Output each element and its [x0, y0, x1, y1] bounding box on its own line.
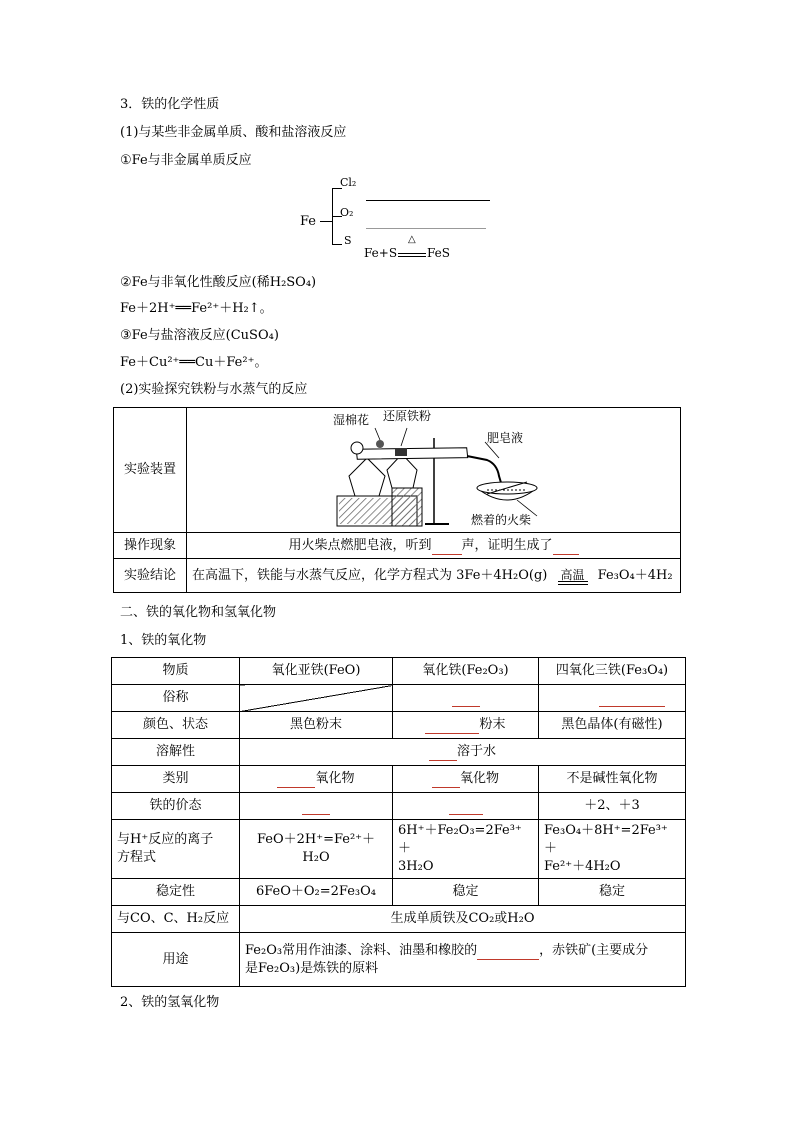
- subsection-2: (2)实验探究铁粉与水蒸气的反应: [120, 382, 308, 397]
- conclusion-text: 在高温下，铁能与水蒸气反应，化学方程式为 3Fe＋4H₂O(g) 高温 Fe₃O₄＋4H₂: [187, 559, 681, 593]
- answer-blank[interactable]: [449, 802, 483, 815]
- reaction-condition: 高温: [558, 569, 588, 582]
- ionic-feo: FeO＋2H⁺=Fe²⁺＋H₂O: [240, 820, 393, 879]
- phenomenon-text: 用火柴点燃肥皂液，听到 声，证明生成了: [187, 533, 681, 559]
- class-fe2o3: 氧化物: [393, 766, 539, 793]
- answer-blank[interactable]: [477, 947, 539, 960]
- color-feo: 黑色粉末: [240, 712, 393, 739]
- nickname-fe3o4: [539, 685, 686, 712]
- header-feo: 氧化亚铁(FeO): [240, 658, 393, 685]
- answer-blank[interactable]: [452, 694, 480, 707]
- equation-3: Fe＋Cu²⁺══Cu＋Fe²⁺。: [120, 355, 268, 370]
- equation-2: Fe＋2H⁺══Fe²⁺＋H₂↑。: [120, 301, 273, 316]
- s-equation-right: FeS: [427, 246, 450, 260]
- apparatus-cell: [187, 408, 681, 533]
- answer-blank[interactable]: [432, 775, 460, 788]
- item-1: ①Fe与非金属单质反应: [120, 153, 252, 168]
- cl2-label: Cl₂: [340, 176, 357, 189]
- subsection-1: (1)与某些非金属单质、酸和盐溶液反应: [120, 125, 347, 140]
- nickname-feo-slash: [240, 685, 393, 712]
- stability-fe3o4: 稳定: [539, 879, 686, 906]
- soap-label: 肥皂液: [487, 431, 524, 445]
- o2-label: O₂: [340, 206, 354, 219]
- solubility-value: 溶于水: [240, 739, 686, 766]
- iron-powder-label: 还原铁粉: [383, 409, 432, 423]
- row-ionic-label: 与H⁺反应的离子 方程式: [112, 820, 240, 879]
- answer-blank[interactable]: [277, 775, 315, 788]
- s-equation-condition: △: [408, 234, 416, 245]
- oxide-table: [111, 657, 686, 987]
- item-2: ②Fe与非氧化性酸反应(稀H₂SO₄): [120, 275, 317, 290]
- answer-blank[interactable]: [599, 694, 665, 707]
- section-two-title: 二、铁的氧化物和氢氧化物: [120, 605, 277, 620]
- valence-feo: [240, 793, 393, 820]
- row-reduction-label: 与CO、C、H₂反应: [112, 906, 240, 933]
- ionic-fe3o4: Fe₃O₄＋8H⁺=2Fe³⁺＋ Fe²⁺＋4H₂O: [539, 820, 686, 879]
- color-fe2o3: 粉末: [393, 712, 539, 739]
- row-color-label: 颜色、状态: [112, 712, 240, 739]
- fe-label: Fe: [300, 214, 317, 229]
- nickname-fe2o3: [393, 685, 539, 712]
- class-feo: 氧化物: [240, 766, 393, 793]
- o2-answer-line: [366, 228, 486, 229]
- stability-feo: 6FeO＋O₂=2Fe₃O₄: [240, 879, 393, 906]
- cl2-answer-line: [366, 200, 490, 201]
- setup-label: 实验装置: [114, 408, 187, 533]
- section-title: 3．铁的化学性质: [120, 97, 220, 112]
- row-class-label: 类别: [112, 766, 240, 793]
- answer-blank[interactable]: [429, 748, 457, 761]
- header-fe3o4: 四氧化三铁(Fe₃O₄): [539, 658, 686, 685]
- answer-blank[interactable]: [302, 802, 330, 815]
- conclusion-label: 实验结论: [114, 559, 187, 593]
- valence-fe3o4: ＋2、＋3: [539, 793, 686, 820]
- answer-blank[interactable]: [425, 721, 479, 734]
- fe-branch-diagram: [290, 176, 510, 262]
- s-equation-left: Fe+S: [364, 246, 398, 260]
- answer-blank[interactable]: [432, 542, 462, 555]
- class-fe3o4: 不是碱性氧化物: [539, 766, 686, 793]
- ionic-fe2o3: 6H⁺＋Fe₂O₃=2Fe³⁺＋ 3H₂O: [393, 820, 539, 879]
- row-use-label: 用途: [112, 933, 240, 987]
- stability-fe2o3: 稳定: [393, 879, 539, 906]
- valence-fe2o3: [393, 793, 539, 820]
- row-valence-label: 铁的价态: [112, 793, 240, 820]
- match-label: 燃着的火柴: [471, 513, 532, 527]
- reduction-value: 生成单质铁及CO₂或H₂O: [240, 906, 686, 933]
- apparatus-figure: [187, 408, 681, 532]
- phenomenon-label: 操作现象: [114, 533, 187, 559]
- row-nickname-label: 俗称: [112, 685, 240, 712]
- row-solubility-label: 溶解性: [112, 739, 240, 766]
- header-substance: 物质: [112, 658, 240, 685]
- experiment-table: [113, 407, 681, 593]
- cotton-label: 湿棉花: [333, 413, 370, 427]
- section-two-sub1: 1、铁的氧化物: [120, 633, 207, 648]
- s-label: S: [344, 234, 352, 247]
- color-fe3o4: 黑色晶体(有磁性): [539, 712, 686, 739]
- section-two-sub2: 2、铁的氢氧化物: [120, 995, 220, 1010]
- header-fe2o3: 氧化铁(Fe₂O₃): [393, 658, 539, 685]
- answer-blank[interactable]: [553, 542, 579, 555]
- use-value: Fe₂O₃常用作油漆、涂料、油墨和橡胶的 ，赤铁矿(主要成分 是Fe₂O₃)是炼铁的原料: [240, 933, 686, 987]
- row-stability-label: 稳定性: [112, 879, 240, 906]
- item-3: ③Fe与盐溶液反应(CuSO₄): [120, 328, 279, 343]
